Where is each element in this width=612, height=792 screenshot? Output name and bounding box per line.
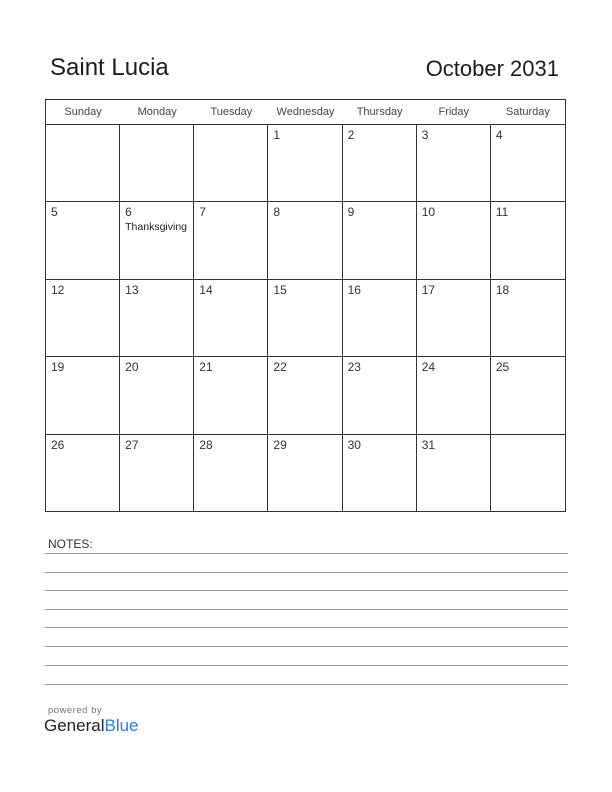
day-cell — [343, 202, 417, 279]
notes-line — [45, 684, 568, 685]
day-number: 20 — [125, 360, 139, 375]
day-number: 25 — [495, 360, 510, 375]
day-number: 19 — [51, 360, 65, 375]
day-cell — [268, 202, 342, 279]
day-cell — [194, 435, 268, 512]
notes-line — [45, 590, 568, 591]
day-number: 31 — [421, 437, 436, 452]
day-cell — [46, 280, 120, 357]
day-number: 1 — [273, 128, 281, 142]
day-cell — [417, 125, 491, 202]
day-cell — [417, 202, 491, 279]
day-number: 28 — [199, 437, 213, 452]
notes-line — [45, 553, 568, 554]
day-cell — [268, 280, 342, 357]
day-number: 13 — [125, 282, 139, 297]
country-title: Saint Lucia — [50, 54, 169, 81]
day-number: 17 — [421, 282, 436, 297]
day-cell — [491, 357, 565, 434]
day-number: 30 — [347, 437, 361, 452]
notes-line — [45, 572, 568, 573]
notes-line — [45, 665, 568, 666]
day-cell — [268, 435, 342, 512]
day-cell — [268, 357, 342, 434]
day-number: 14 — [199, 282, 213, 297]
day-number: 7 — [199, 205, 206, 220]
day-number: 16 — [347, 282, 361, 297]
day-cell — [491, 202, 565, 279]
day-cell — [120, 435, 194, 512]
day-number: 11 — [495, 205, 509, 220]
day-number: 8 — [273, 205, 281, 220]
day-cell — [120, 202, 194, 279]
day-cell — [194, 125, 268, 202]
day-number: 12 — [51, 282, 65, 297]
weekday-label: Friday — [438, 106, 470, 118]
day-cell — [194, 280, 268, 357]
day-number: 4 — [495, 128, 503, 142]
weekday-label: Thursday — [356, 106, 403, 118]
notes-line — [45, 609, 568, 610]
day-number: 26 — [51, 437, 65, 452]
day-cell — [491, 280, 565, 357]
weekday-label: Monday — [137, 106, 177, 118]
notes-line — [45, 627, 568, 628]
day-cell — [343, 125, 417, 202]
day-cell — [417, 357, 491, 434]
day-number: 29 — [273, 437, 287, 452]
day-number: 2 — [347, 128, 355, 142]
day-number: 21 — [199, 360, 213, 375]
day-cell — [120, 125, 194, 202]
notes-label: NOTES: — [48, 537, 93, 551]
day-cell — [343, 280, 417, 357]
day-number: 15 — [273, 282, 287, 297]
weekday-label: Wednesday — [276, 106, 335, 118]
day-cell — [268, 125, 342, 202]
weekday-label: Sunday — [64, 106, 102, 118]
weekday-header — [46, 100, 565, 125]
day-cell — [46, 357, 120, 434]
day-cell — [46, 202, 120, 279]
day-cell — [46, 435, 120, 512]
day-number: 6 — [125, 205, 132, 220]
month-year-title: October 2031 — [425, 56, 559, 81]
notes-line — [45, 646, 568, 647]
calendar-grid — [45, 99, 566, 512]
brand-general: General — [44, 716, 105, 735]
day-cell — [194, 357, 268, 434]
holiday-label: Thanksgiving — [125, 221, 188, 234]
day-cell — [417, 435, 491, 512]
day-cell — [46, 125, 120, 202]
day-number: 9 — [347, 205, 355, 220]
weekday-label: Tuesday — [210, 106, 253, 118]
day-cell — [194, 202, 268, 279]
day-cell — [491, 435, 565, 512]
day-number: 22 — [273, 360, 287, 375]
day-cell — [120, 357, 194, 434]
day-number: 23 — [347, 360, 361, 375]
day-number: 10 — [421, 205, 436, 220]
day-cell — [417, 280, 491, 357]
day-number: 18 — [495, 282, 510, 297]
day-cell — [120, 280, 194, 357]
day-number: 3 — [421, 128, 429, 142]
day-cell — [491, 125, 565, 202]
day-number: 24 — [421, 360, 436, 375]
brand-logo — [44, 716, 139, 736]
day-cell — [343, 435, 417, 512]
weekday-label: Saturday — [505, 106, 550, 118]
day-number: 5 — [51, 205, 58, 220]
day-number: 27 — [125, 437, 139, 452]
brand-blue: Blue — [104, 716, 139, 735]
day-cell — [343, 357, 417, 434]
powered-by-text: powered by — [48, 705, 103, 716]
days-grid — [46, 125, 565, 512]
